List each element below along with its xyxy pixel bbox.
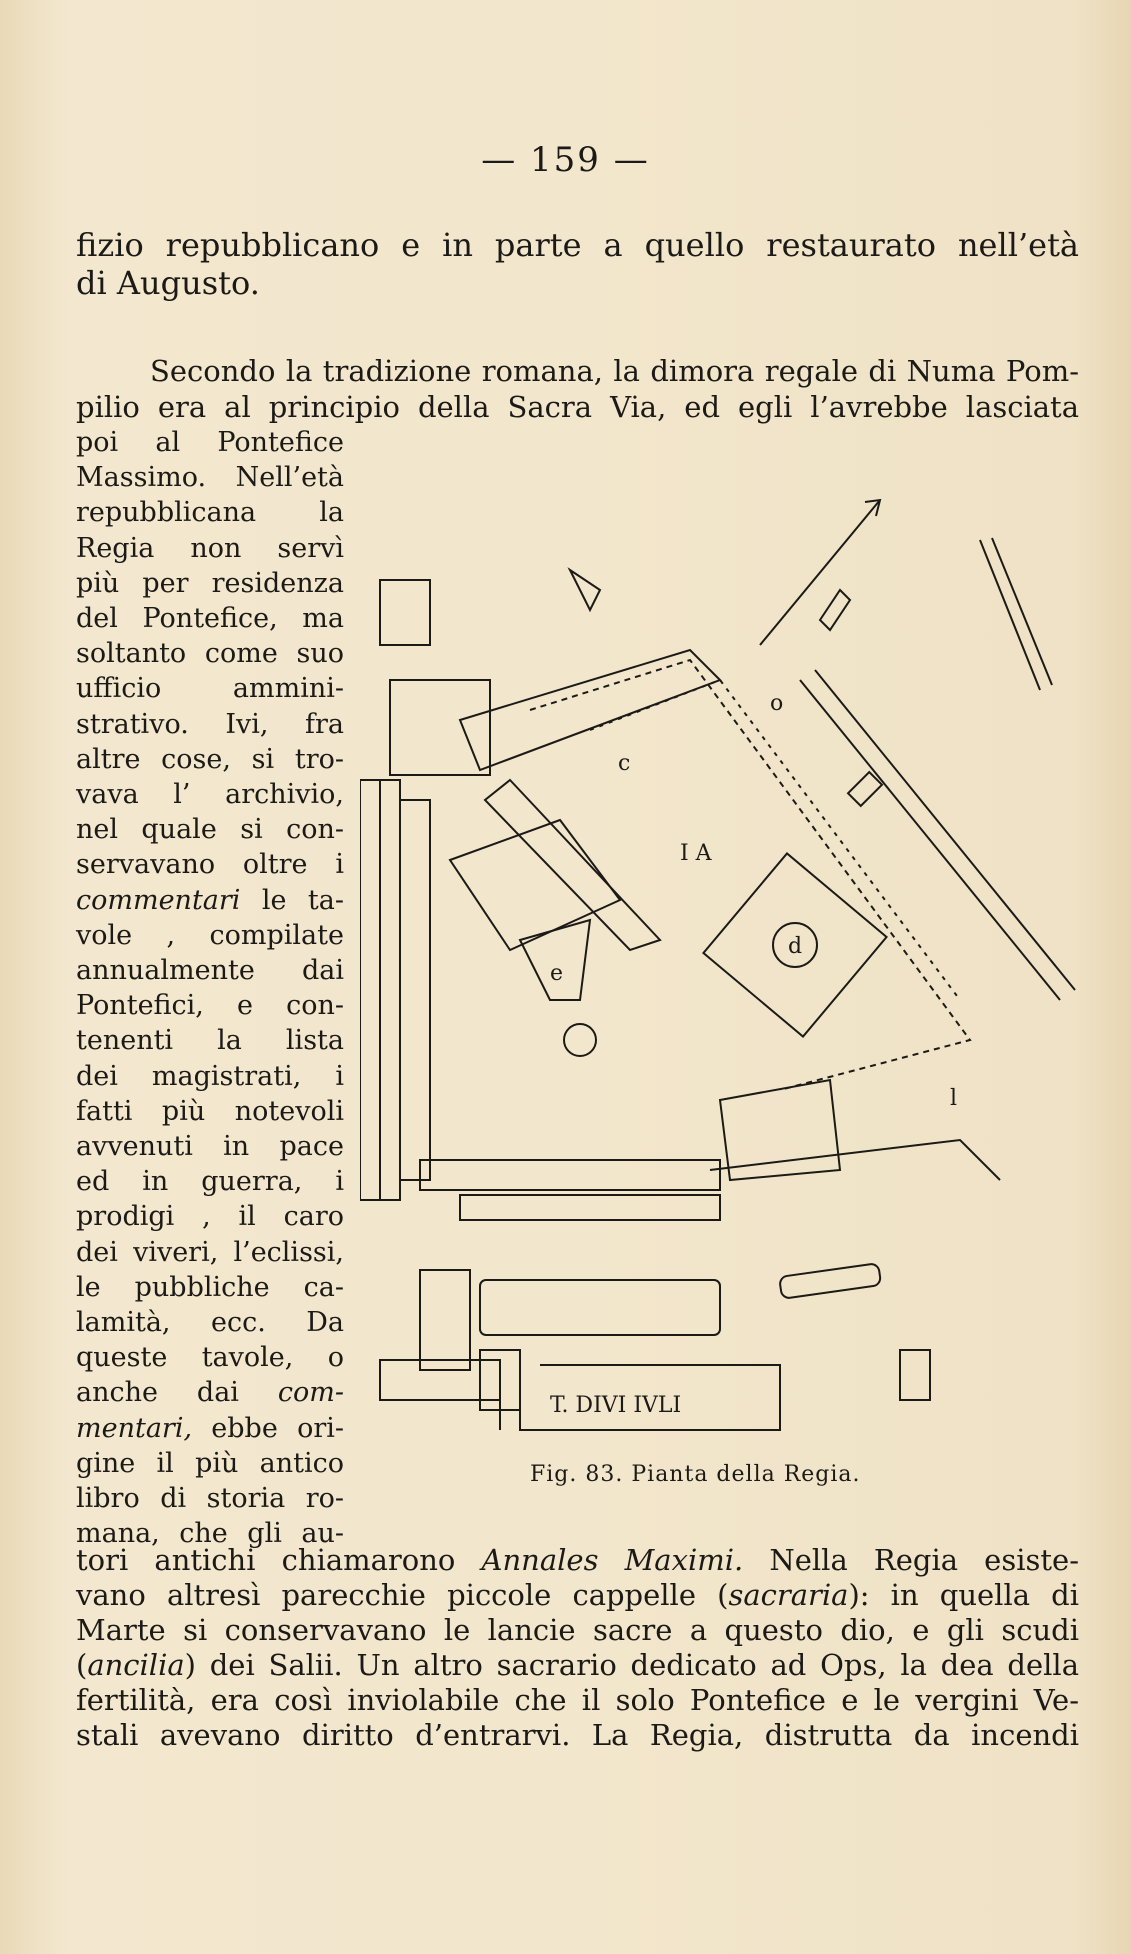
- regia-plan-drawing: [360, 480, 1080, 1480]
- south-edge: [710, 1140, 1000, 1180]
- road-line: [980, 540, 1040, 690]
- rosette: [564, 1024, 596, 1056]
- text-line: [76, 1375, 344, 1410]
- north-arrow-shaft: [760, 500, 880, 645]
- italic-term: ancilia: [87, 1648, 185, 1682]
- text-line: prodigi , il caro: [76, 1201, 344, 1233]
- text-line: ed in guerra, i: [76, 1166, 344, 1198]
- label-l: l: [950, 1086, 958, 1111]
- fragment: [820, 590, 850, 630]
- text-line: nel quale si con-: [76, 814, 344, 846]
- text-line: di Augusto.: [76, 264, 260, 302]
- page-number: — 159 —: [481, 140, 650, 180]
- italic-term: mentari,: [76, 1412, 193, 1444]
- text-line: servavano oltre i: [76, 849, 344, 881]
- text-line: dei magistrati, i: [76, 1060, 344, 1092]
- diagonal-wall: [460, 650, 720, 770]
- text-segment: anche dai: [76, 1377, 278, 1409]
- text-segment: (: [76, 1648, 88, 1682]
- text-segment: vano altresì parecchie piccole cappelle (: [76, 1578, 729, 1612]
- regia-plan-figure: [360, 480, 1080, 1480]
- label-c: c: [618, 751, 631, 776]
- text-line: Regia non servì: [76, 532, 344, 564]
- precinct-outline: [530, 660, 970, 1090]
- figure-caption: Fig. 83. Pianta della Regia.: [530, 1462, 861, 1487]
- north-rooms: [390, 680, 490, 775]
- text-line: repubblicana la: [76, 497, 344, 529]
- text-line: fizio repubblicano e in parte a quello restaurato nell’età: [76, 226, 1079, 264]
- lower-left-block: [420, 1270, 470, 1370]
- text-line: [76, 1683, 1079, 1717]
- text-line: [76, 1648, 1079, 1682]
- label-d: d: [788, 934, 803, 959]
- italic-term: commentari: [76, 884, 241, 916]
- text-line: [76, 1578, 1079, 1612]
- text-line: dei viveri, l’eclissi,: [76, 1236, 344, 1268]
- text-line: lamità, ecc. Da: [76, 1307, 344, 1338]
- room-e: [520, 920, 590, 1000]
- label-o: o: [770, 691, 784, 716]
- text-line: [76, 883, 344, 918]
- central-room: [450, 820, 620, 950]
- upper-left-structure: [380, 580, 430, 645]
- text-line: [76, 1543, 1079, 1577]
- lower-right-block: [900, 1350, 930, 1400]
- road-line: [992, 538, 1052, 685]
- text-line: [76, 1613, 1079, 1647]
- text-line: più per residenza: [76, 567, 344, 599]
- text-segment: Marte si conservavano le lancie sacre a questo dio, e gli scudi: [76, 1613, 1079, 1647]
- text-segment: le ta-: [240, 884, 344, 916]
- fragment: [570, 570, 600, 610]
- text-line: Secondo la tradizione romana, la dimora regale di Numa Pom-: [150, 354, 1079, 388]
- text-segment: fertilità, era così inviolabile che il solo Pontefice e le vergini Ve-: [76, 1683, 1079, 1717]
- text-line: le pubbliche ca-: [76, 1271, 344, 1303]
- text-line: pilio era al principio della Sacra Via, ed egli l’avrebbe lasciata: [76, 390, 1079, 424]
- text-segment: ): in quella di: [848, 1578, 1079, 1612]
- text-line: gine il più antico: [76, 1447, 344, 1479]
- south-east-room: [720, 1080, 840, 1180]
- text-segment: ) dei Salii. Un altro sacrario dedicato ad Ops, la dea della: [184, 1648, 1079, 1682]
- sacra-via-edge: [815, 670, 1075, 990]
- text-line: queste tavole, o: [76, 1342, 344, 1374]
- text-line: [76, 1411, 344, 1446]
- text-line: del Pontefice, ma: [76, 603, 344, 634]
- text-line: annualmente dai: [76, 955, 344, 986]
- italic-term: sacraria: [728, 1578, 849, 1612]
- italic-term: Annales Maximi.: [481, 1543, 744, 1577]
- sacra-via-edge: [800, 680, 1060, 1000]
- text-line: libro di storia ro-: [76, 1483, 344, 1514]
- text-line: Massimo. Nell’età: [76, 462, 344, 494]
- text-line: poi al Pontefice: [76, 427, 344, 458]
- text-line: vava l’ archivio,: [76, 779, 344, 810]
- label-e: e: [550, 961, 564, 986]
- text-line: altre cose, si tro-: [76, 743, 344, 775]
- text-line: [76, 1718, 1079, 1752]
- text-segment: tori antichi chiamarono: [76, 1543, 482, 1577]
- slab: [779, 1263, 881, 1299]
- inscription-text: T. DIVI IVLI: [550, 1393, 682, 1418]
- italic-term: com-: [277, 1377, 344, 1409]
- text-line: tenenti la lista: [76, 1025, 344, 1057]
- text-segment: Nella Regia esiste-: [743, 1543, 1079, 1577]
- slab: [480, 1280, 720, 1335]
- text-line: Pontefici, e con-: [76, 990, 344, 1022]
- text-line: avvenuti in pace: [76, 1131, 344, 1162]
- text-line: soltanto come suo: [76, 638, 344, 670]
- text-segment: stali avevano diritto d’entrarvi. La Regia, distrutta da incendi: [76, 1718, 1079, 1752]
- label-regia: I A: [680, 841, 712, 866]
- text-line: vole , compilate: [76, 919, 344, 951]
- fragment: [848, 772, 882, 806]
- text-line: strativo. Ivi, fra: [76, 708, 344, 740]
- text-segment: ebbe ori-: [192, 1412, 344, 1444]
- text-line: mana, che gli au-: [76, 1518, 344, 1550]
- text-line: ufficio ammini-: [76, 673, 344, 705]
- text-line: fatti più notevoli: [76, 1095, 344, 1127]
- south-wall: [420, 1160, 720, 1190]
